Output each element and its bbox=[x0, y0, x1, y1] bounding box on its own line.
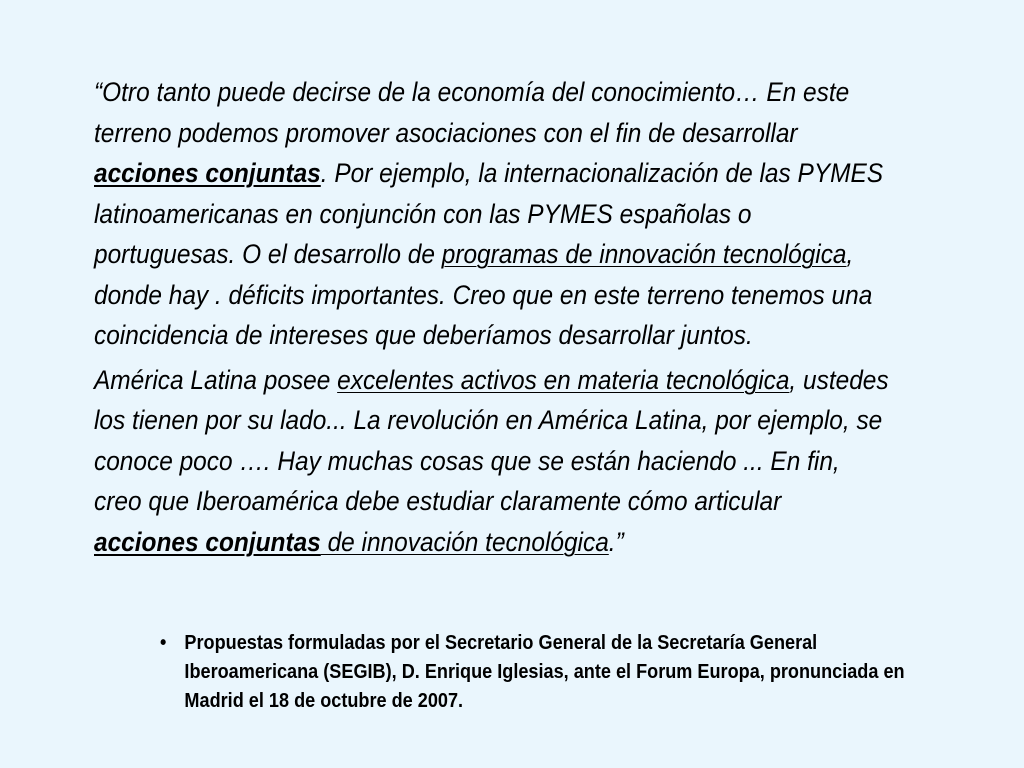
emphasis-programas-innovacion: programas de innovación tecnológica bbox=[441, 239, 847, 269]
quote-text: América Latina posee bbox=[94, 364, 338, 395]
emphasis-acciones-conjuntas: acciones conjuntas bbox=[94, 526, 321, 557]
bullet-icon: • bbox=[160, 632, 167, 654]
emphasis-acciones-conjuntas: acciones conjuntas bbox=[94, 158, 321, 188]
source-list-item bbox=[160, 629, 929, 716]
quote-block bbox=[94, 72, 890, 562]
quote-paragraph-2 bbox=[94, 360, 890, 563]
emphasis-activos-tecnologicos: excelentes activos en materia tecnológica bbox=[337, 364, 790, 395]
quote-text: , donde hay . déficits importantes. Creo que en este terreno tenemos una coincidencia de intereses que deberíamos desarrollar juntos. bbox=[94, 239, 873, 350]
emphasis-innovacion-tecnologica: de innovación tecnológica bbox=[320, 526, 609, 557]
quote-text: . Por ejemplo, la internacionalización de las PYMES latinoamericanas en conjunción con las PYMES españolas o portuguesas. O el desarrollo de bbox=[94, 158, 884, 269]
source-text: Propuestas formuladas por el Secretario General de la Secretaría General Iberoamericana (SEGIB), D. Enrique Iglesias, ante el Forum Europa, pronunciada en Madrid el 18 de octubre de 2007. bbox=[184, 632, 905, 712]
quote-text: .” bbox=[608, 526, 624, 557]
source-note bbox=[160, 629, 929, 716]
quote-text: , ustedes los tienen por su lado... La revolución en América Latina, por ejemplo, se conoce poco …. Hay muchas cosas que se están haciendo ... En fin, creo que Iberoamérica debe estudiar claramente cómo articular bbox=[94, 364, 889, 516]
quote-text: “Otro tanto puede decirse de la economía del conocimiento… En este terreno podemos promover asociaciones con el fin de desarrollar bbox=[94, 77, 850, 148]
source-list bbox=[160, 629, 929, 716]
quote-paragraph-1 bbox=[94, 72, 890, 356]
